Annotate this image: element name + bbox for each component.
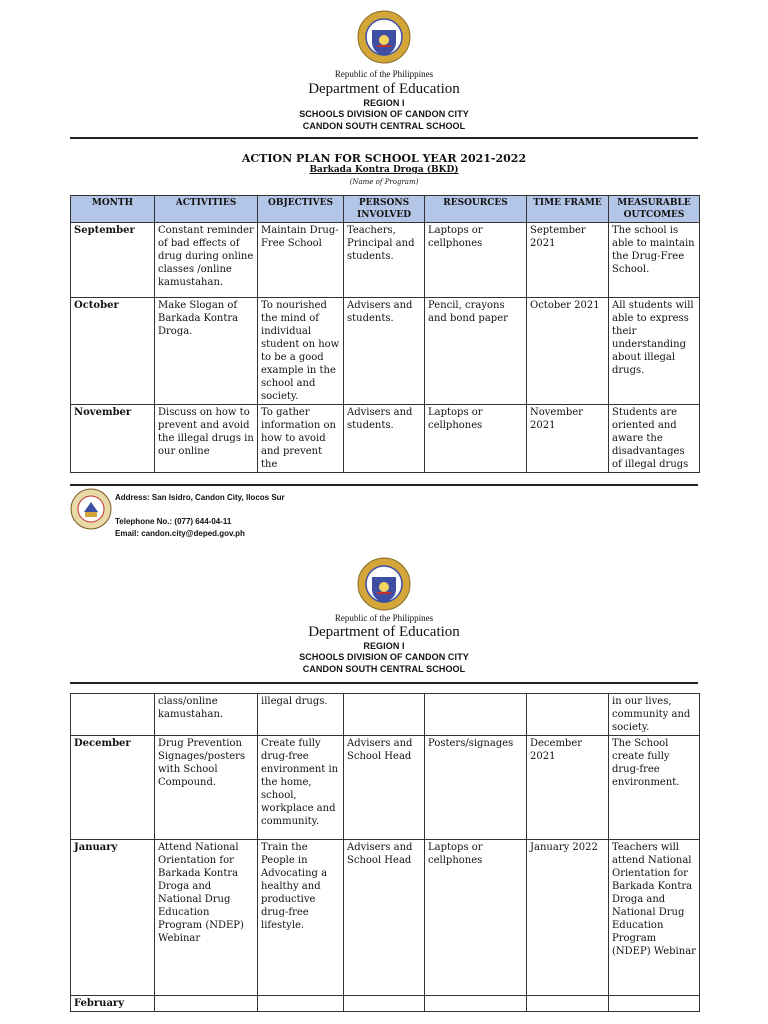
header-time-frame: TIME FRAME [527, 196, 609, 223]
row-persons: Teachers, Principal and students. [344, 223, 425, 298]
row-resources: Laptops or cellphones [425, 223, 527, 298]
deped-seal-icon [357, 10, 411, 64]
header-divider [70, 137, 698, 139]
row-resources: Laptops or cellphones [425, 405, 527, 473]
row-activity: Make Slogan of Barkada Kontra Droga. [155, 298, 258, 405]
row-month: December [71, 736, 155, 840]
header-month: MONTH [71, 196, 155, 223]
header-persons-involved: PERSONS INVOLVED [344, 196, 425, 223]
header-resources: RESOURCES [425, 196, 527, 223]
row-persons: Advisers and School Head [344, 840, 425, 996]
row-time-frame: December 2021 [527, 736, 609, 840]
row-persons [344, 694, 425, 736]
table-row [71, 694, 700, 736]
action-plan-table-page2 [70, 693, 700, 1012]
department-title: Department of Education [308, 81, 460, 97]
row-activity [155, 996, 258, 1012]
row-outcome: Students are oriented and aware the disadvantages of illegal drugs [609, 405, 700, 473]
row-month: October [71, 298, 155, 405]
footer-email: Email: candon.city@deped.gov.ph [115, 529, 245, 538]
footer-telephone: Telephone No.: (077) 644-04-11 [115, 517, 232, 526]
row-outcome [609, 996, 700, 1012]
footer-address: Address: San Isidro, Candon City, Ilocos Sur [115, 493, 285, 502]
row-resources [425, 694, 527, 736]
row-time-frame [527, 996, 609, 1012]
row-month: November [71, 405, 155, 473]
republic-label: Republic of the Philippines [334, 613, 434, 623]
row-month: February [71, 996, 155, 1012]
row-activity: Drug Prevention Signages/posters with School Compound. [155, 736, 258, 840]
row-outcome: in our lives, community and society. [609, 694, 700, 736]
row-time-frame [527, 694, 609, 736]
header-measurable-outcomes: MEASURABLE OUTCOMES [609, 196, 700, 223]
row-activity: Discuss on how to prevent and avoid the illegal drugs in our online [155, 405, 258, 473]
program-name: Barkada Kontra Droga (BKD) [309, 165, 459, 175]
row-outcome: Teachers will attend National Orientation for Barkada Kontra Droga and National Drug Education Program (NDEP) Webinar [609, 840, 700, 996]
action-plan-table-page1 [70, 195, 700, 473]
header-divider [70, 682, 698, 684]
division-label: SCHOOLS DIVISION OF CANDON CITY [299, 109, 469, 119]
row-activity: class/online kamustahan. [155, 694, 258, 736]
division-label: SCHOOLS DIVISION OF CANDON CITY [299, 652, 469, 662]
row-objective: illegal drugs. [258, 694, 344, 736]
row-resources: Pencil, crayons and bond paper [425, 298, 527, 405]
row-objective: Create fully drug-free environment in the home, school, workplace and community. [258, 736, 344, 840]
row-month: September [71, 223, 155, 298]
table-row [71, 405, 700, 473]
school-logo-icon [70, 488, 112, 530]
header-activities: ACTIVITIES [155, 196, 258, 223]
row-objective [258, 996, 344, 1012]
region-label: REGION I [363, 98, 405, 108]
row-resources: Posters/signages [425, 736, 527, 840]
region-label: REGION I [363, 641, 405, 651]
row-objective: To gather information on how to avoid and prevent the [258, 405, 344, 473]
row-objective: Maintain Drug-Free School [258, 223, 344, 298]
table-header-row [71, 196, 700, 223]
row-outcome: The School create fully drug-free environment. [609, 736, 700, 840]
row-resources: Laptops or cellphones [425, 840, 527, 996]
row-objective: Train the People in Advocating a healthy and productive drug-free lifestyle. [258, 840, 344, 996]
school-label: CANDON SOUTH CENTRAL SCHOOL [302, 121, 466, 131]
table-row [71, 298, 700, 405]
row-time-frame: October 2021 [527, 298, 609, 405]
plan-title: ACTION PLAN FOR SCHOOL YEAR 2021-2022 [241, 152, 527, 165]
row-month: January [71, 840, 155, 996]
row-time-frame: November 2021 [527, 405, 609, 473]
row-outcome: The school is able to maintain the Drug-Free School. [609, 223, 700, 298]
header-objectives: OBJECTIVES [258, 196, 344, 223]
row-time-frame: January 2022 [527, 840, 609, 996]
program-caption: (Name of Program) [349, 178, 419, 186]
row-time-frame: September 2021 [527, 223, 609, 298]
row-persons: Advisers and School Head [344, 736, 425, 840]
row-activity: Constant reminder of bad effects of drug during online classes /online kamustahan. [155, 223, 258, 298]
row-persons: Advisers and students. [344, 298, 425, 405]
table-row [71, 736, 700, 840]
row-persons [344, 996, 425, 1012]
footer-divider [70, 484, 698, 486]
table-row [71, 840, 700, 996]
table-row [71, 996, 700, 1012]
school-label: CANDON SOUTH CENTRAL SCHOOL [302, 664, 466, 674]
row-persons: Advisers and students. [344, 405, 425, 473]
deped-seal-icon [357, 557, 411, 611]
table-row [71, 223, 700, 298]
row-month [71, 694, 155, 736]
row-outcome: All students will able to express their understanding about illegal drugs. [609, 298, 700, 405]
republic-label: Republic of the Philippines [334, 69, 434, 79]
department-title: Department of Education [308, 624, 460, 640]
row-resources [425, 996, 527, 1012]
row-activity: Attend National Orientation for Barkada Kontra Droga and National Drug Education Program (NDEP) Webinar [155, 840, 258, 996]
row-objective: To nourished the mind of individual student on how to be a good example in the school and society. [258, 298, 344, 405]
